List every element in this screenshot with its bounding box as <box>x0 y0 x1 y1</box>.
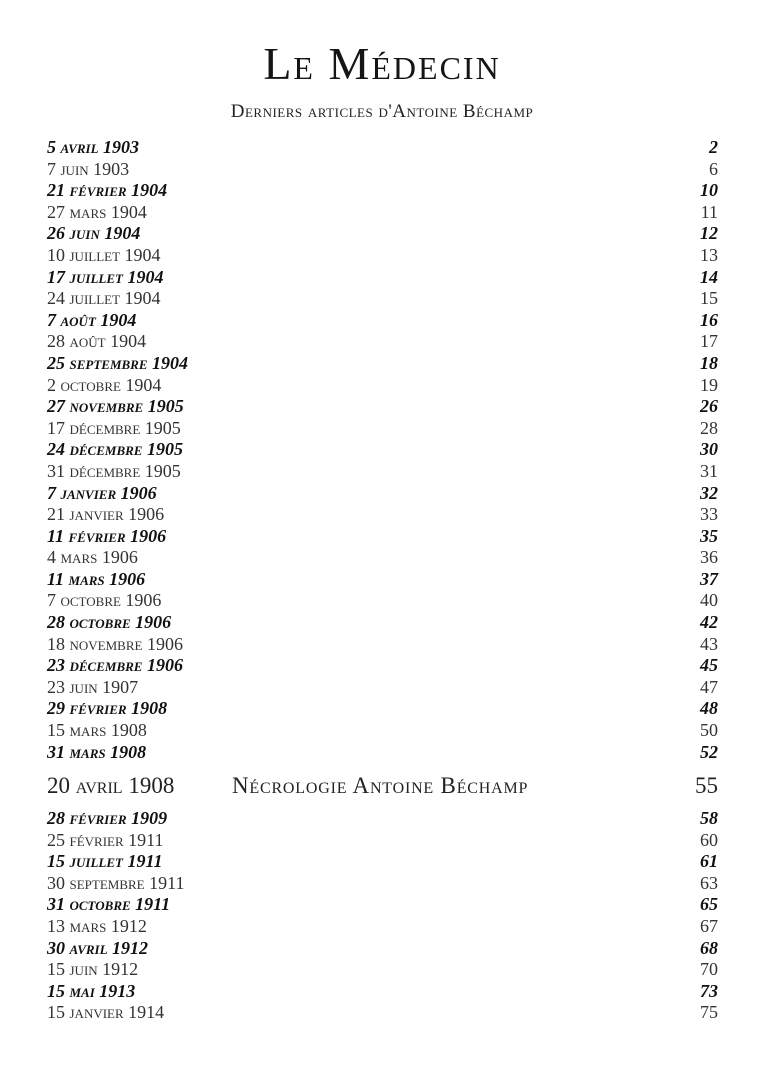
toc-entry[interactable] <box>47 590 718 612</box>
toc-entry[interactable] <box>47 439 718 461</box>
toc-entry[interactable] <box>47 634 718 656</box>
toc-entry-date: 31 octobre 1911 <box>47 894 171 915</box>
toc-entry-date: 30 septembre 1911 <box>47 872 185 893</box>
toc-entry-date: 2 octobre 1904 <box>47 374 162 395</box>
toc-entry-page-number: 18 <box>700 352 718 373</box>
toc-entry[interactable] <box>47 612 718 634</box>
toc-entry[interactable] <box>47 720 718 742</box>
toc-entry-date: 15 mai 1913 <box>47 980 136 1001</box>
toc-entry-page-number: 17 <box>700 331 718 352</box>
toc-entry-page-number: 73 <box>700 980 718 1001</box>
toc-entry-date: 31 décembre 1905 <box>47 460 181 481</box>
toc-entry-date: 17 juillet 1904 <box>47 266 164 287</box>
toc-entry-date: 21 février 1904 <box>47 180 168 201</box>
toc-entry-page-number: 43 <box>700 633 718 654</box>
toc-entry-page-number: 68 <box>700 937 718 958</box>
toc-entry-page-number: 12 <box>700 223 718 244</box>
toc-entry[interactable] <box>47 245 718 267</box>
toc-entry-date: 7 octobre 1906 <box>47 590 162 611</box>
toc-entry[interactable] <box>47 981 718 1003</box>
toc-entry-date: 25 février 1911 <box>47 829 164 850</box>
toc-entry-date: 11 février 1906 <box>47 525 167 546</box>
toc-entry-page-number: 67 <box>700 915 718 936</box>
toc-entry-page-number: 60 <box>700 829 718 850</box>
toc-entry-date: 28 octobre 1906 <box>47 612 172 633</box>
toc-entry[interactable] <box>47 830 718 852</box>
toc-entry-date: 28 août 1904 <box>47 331 147 352</box>
toc-entry-page-number: 30 <box>700 439 718 460</box>
toc-entry-page-number: 6 <box>709 158 718 179</box>
toc-entry[interactable] <box>47 202 718 224</box>
toc-entry[interactable] <box>47 938 718 960</box>
toc-entry-date: 24 décembre 1905 <box>47 439 183 460</box>
toc-entry-date: 21 janvier 1906 <box>47 504 165 525</box>
toc-entry-date: 27 mars 1904 <box>47 201 147 222</box>
toc-entry-date: 7 août 1904 <box>47 309 137 330</box>
toc-entry-page-number: 36 <box>700 547 718 568</box>
toc-entry-date: 31 mars 1908 <box>47 741 147 762</box>
toc-entry[interactable] <box>47 483 718 505</box>
toc-entry-date: 24 juillet 1904 <box>47 288 161 309</box>
toc-entry[interactable] <box>47 959 718 981</box>
toc-entry[interactable] <box>47 159 718 181</box>
toc-entry[interactable] <box>47 288 718 310</box>
toc-entry-date: 26 juin 1904 <box>47 223 141 244</box>
toc-entry-date: 5 avril 1903 <box>47 137 140 157</box>
toc-entry-page-number: 45 <box>700 655 718 676</box>
toc-entry[interactable] <box>47 677 718 699</box>
toc-entry-page-number: 28 <box>700 417 718 438</box>
necrology-title: Nécrologie Antoine Béchamp <box>232 773 529 798</box>
toc-entry-page-number: 47 <box>700 676 718 697</box>
toc-entry[interactable] <box>47 851 718 873</box>
toc-entry-date: 28 février 1909 <box>47 808 168 828</box>
toc-entry-date: 4 mars 1906 <box>47 547 138 568</box>
toc-entry-date: 10 juillet 1904 <box>47 244 161 265</box>
toc-entry[interactable] <box>47 418 718 440</box>
toc-entry[interactable] <box>47 353 718 375</box>
page-subtitle: Derniers articles d'Antoine Béchamp <box>230 101 534 122</box>
toc-entry[interactable] <box>47 916 718 938</box>
toc-entry[interactable] <box>47 894 718 916</box>
necrology-date: 20 avril 1908 <box>47 773 175 798</box>
toc-entry-date: 17 décembre 1905 <box>47 417 181 438</box>
toc-entry[interactable] <box>47 873 718 895</box>
toc-entry[interactable] <box>47 396 718 418</box>
toc-entry-date: 25 septembre 1904 <box>47 352 189 373</box>
toc-entry-page-number: 42 <box>700 612 718 633</box>
toc-entry[interactable] <box>47 1002 718 1024</box>
toc-entry[interactable] <box>47 504 718 526</box>
toc-entry[interactable] <box>47 808 718 830</box>
toc-entry-page-number: 48 <box>700 698 718 719</box>
toc-entry[interactable] <box>47 223 718 245</box>
toc-entry[interactable] <box>47 137 718 159</box>
toc-entry-page-number: 33 <box>700 504 718 525</box>
toc-entry-page-number: 35 <box>700 525 718 546</box>
toc-entry-page-number: 61 <box>700 851 718 872</box>
toc-entry-date: 27 novembre 1905 <box>47 396 184 417</box>
toc-entry-page-number: 31 <box>700 460 718 481</box>
toc-entry-page-number: 19 <box>700 374 718 395</box>
toc-entry-page-number: 50 <box>700 720 718 741</box>
toc-entry-page-number: 70 <box>700 959 718 980</box>
toc-entry-date: 18 novembre 1906 <box>47 633 183 654</box>
toc-entry-date: 7 juin 1903 <box>47 158 130 179</box>
toc-entry-page-number: 37 <box>700 568 718 589</box>
toc-entry-page-number: 2 <box>709 137 718 157</box>
necrology-page-number: 55 <box>695 773 718 798</box>
toc-entry-page-number: 11 <box>700 201 718 222</box>
toc-entry[interactable] <box>47 547 718 569</box>
necrology-entry[interactable] <box>47 770 718 802</box>
toc-entry-date: 29 février 1908 <box>47 698 168 719</box>
toc-entry-date: 15 janvier 1914 <box>47 1002 165 1023</box>
toc-entry-date: 15 juin 1912 <box>47 959 139 980</box>
toc-entry[interactable] <box>47 267 718 289</box>
toc-entry[interactable] <box>47 310 718 332</box>
toc-entry-date: 13 mars 1912 <box>47 915 147 936</box>
toc-entry[interactable] <box>47 569 718 591</box>
toc-entry-page-number: 32 <box>700 482 718 503</box>
toc-entry-page-number: 58 <box>700 808 718 828</box>
toc-entry-date: 23 juin 1907 <box>47 676 139 697</box>
page-title: Le Médecin <box>263 38 501 89</box>
toc-entry-page-number: 16 <box>700 309 718 330</box>
toc-entry-page-number: 14 <box>700 266 718 287</box>
toc-entry[interactable] <box>47 526 718 548</box>
toc-entry-page-number: 13 <box>700 244 718 265</box>
toc-entry-page-number: 65 <box>700 894 718 915</box>
toc-entry-date: 23 décembre 1906 <box>47 655 183 676</box>
toc-entry[interactable] <box>47 375 718 397</box>
toc-entry[interactable] <box>47 331 718 353</box>
toc-entry-date: 7 janvier 1906 <box>47 482 157 503</box>
toc-entry-page-number: 15 <box>700 288 718 309</box>
toc-entry-date: 11 mars 1906 <box>47 568 146 589</box>
toc-entry-date: 30 avril 1912 <box>47 937 149 958</box>
toc-list-bottom <box>47 808 718 1024</box>
toc-entry-page-number: 63 <box>700 872 718 893</box>
toc-entry-date: 15 mars 1908 <box>47 720 147 741</box>
toc-entry-page-number: 40 <box>700 590 718 611</box>
toc-entry-page-number: 75 <box>700 1002 718 1023</box>
toc-entry-page-number: 52 <box>700 741 718 762</box>
toc-entry-page-number: 26 <box>700 396 718 417</box>
toc-entry[interactable] <box>47 742 718 764</box>
toc-entry[interactable] <box>47 655 718 677</box>
toc-entry[interactable] <box>47 461 718 483</box>
toc-entry[interactable] <box>47 698 718 720</box>
toc-list-top <box>47 137 718 763</box>
toc-entry-date: 15 juillet 1911 <box>47 851 163 872</box>
toc-entry-page-number: 10 <box>700 180 718 201</box>
toc-entry[interactable] <box>47 180 718 202</box>
